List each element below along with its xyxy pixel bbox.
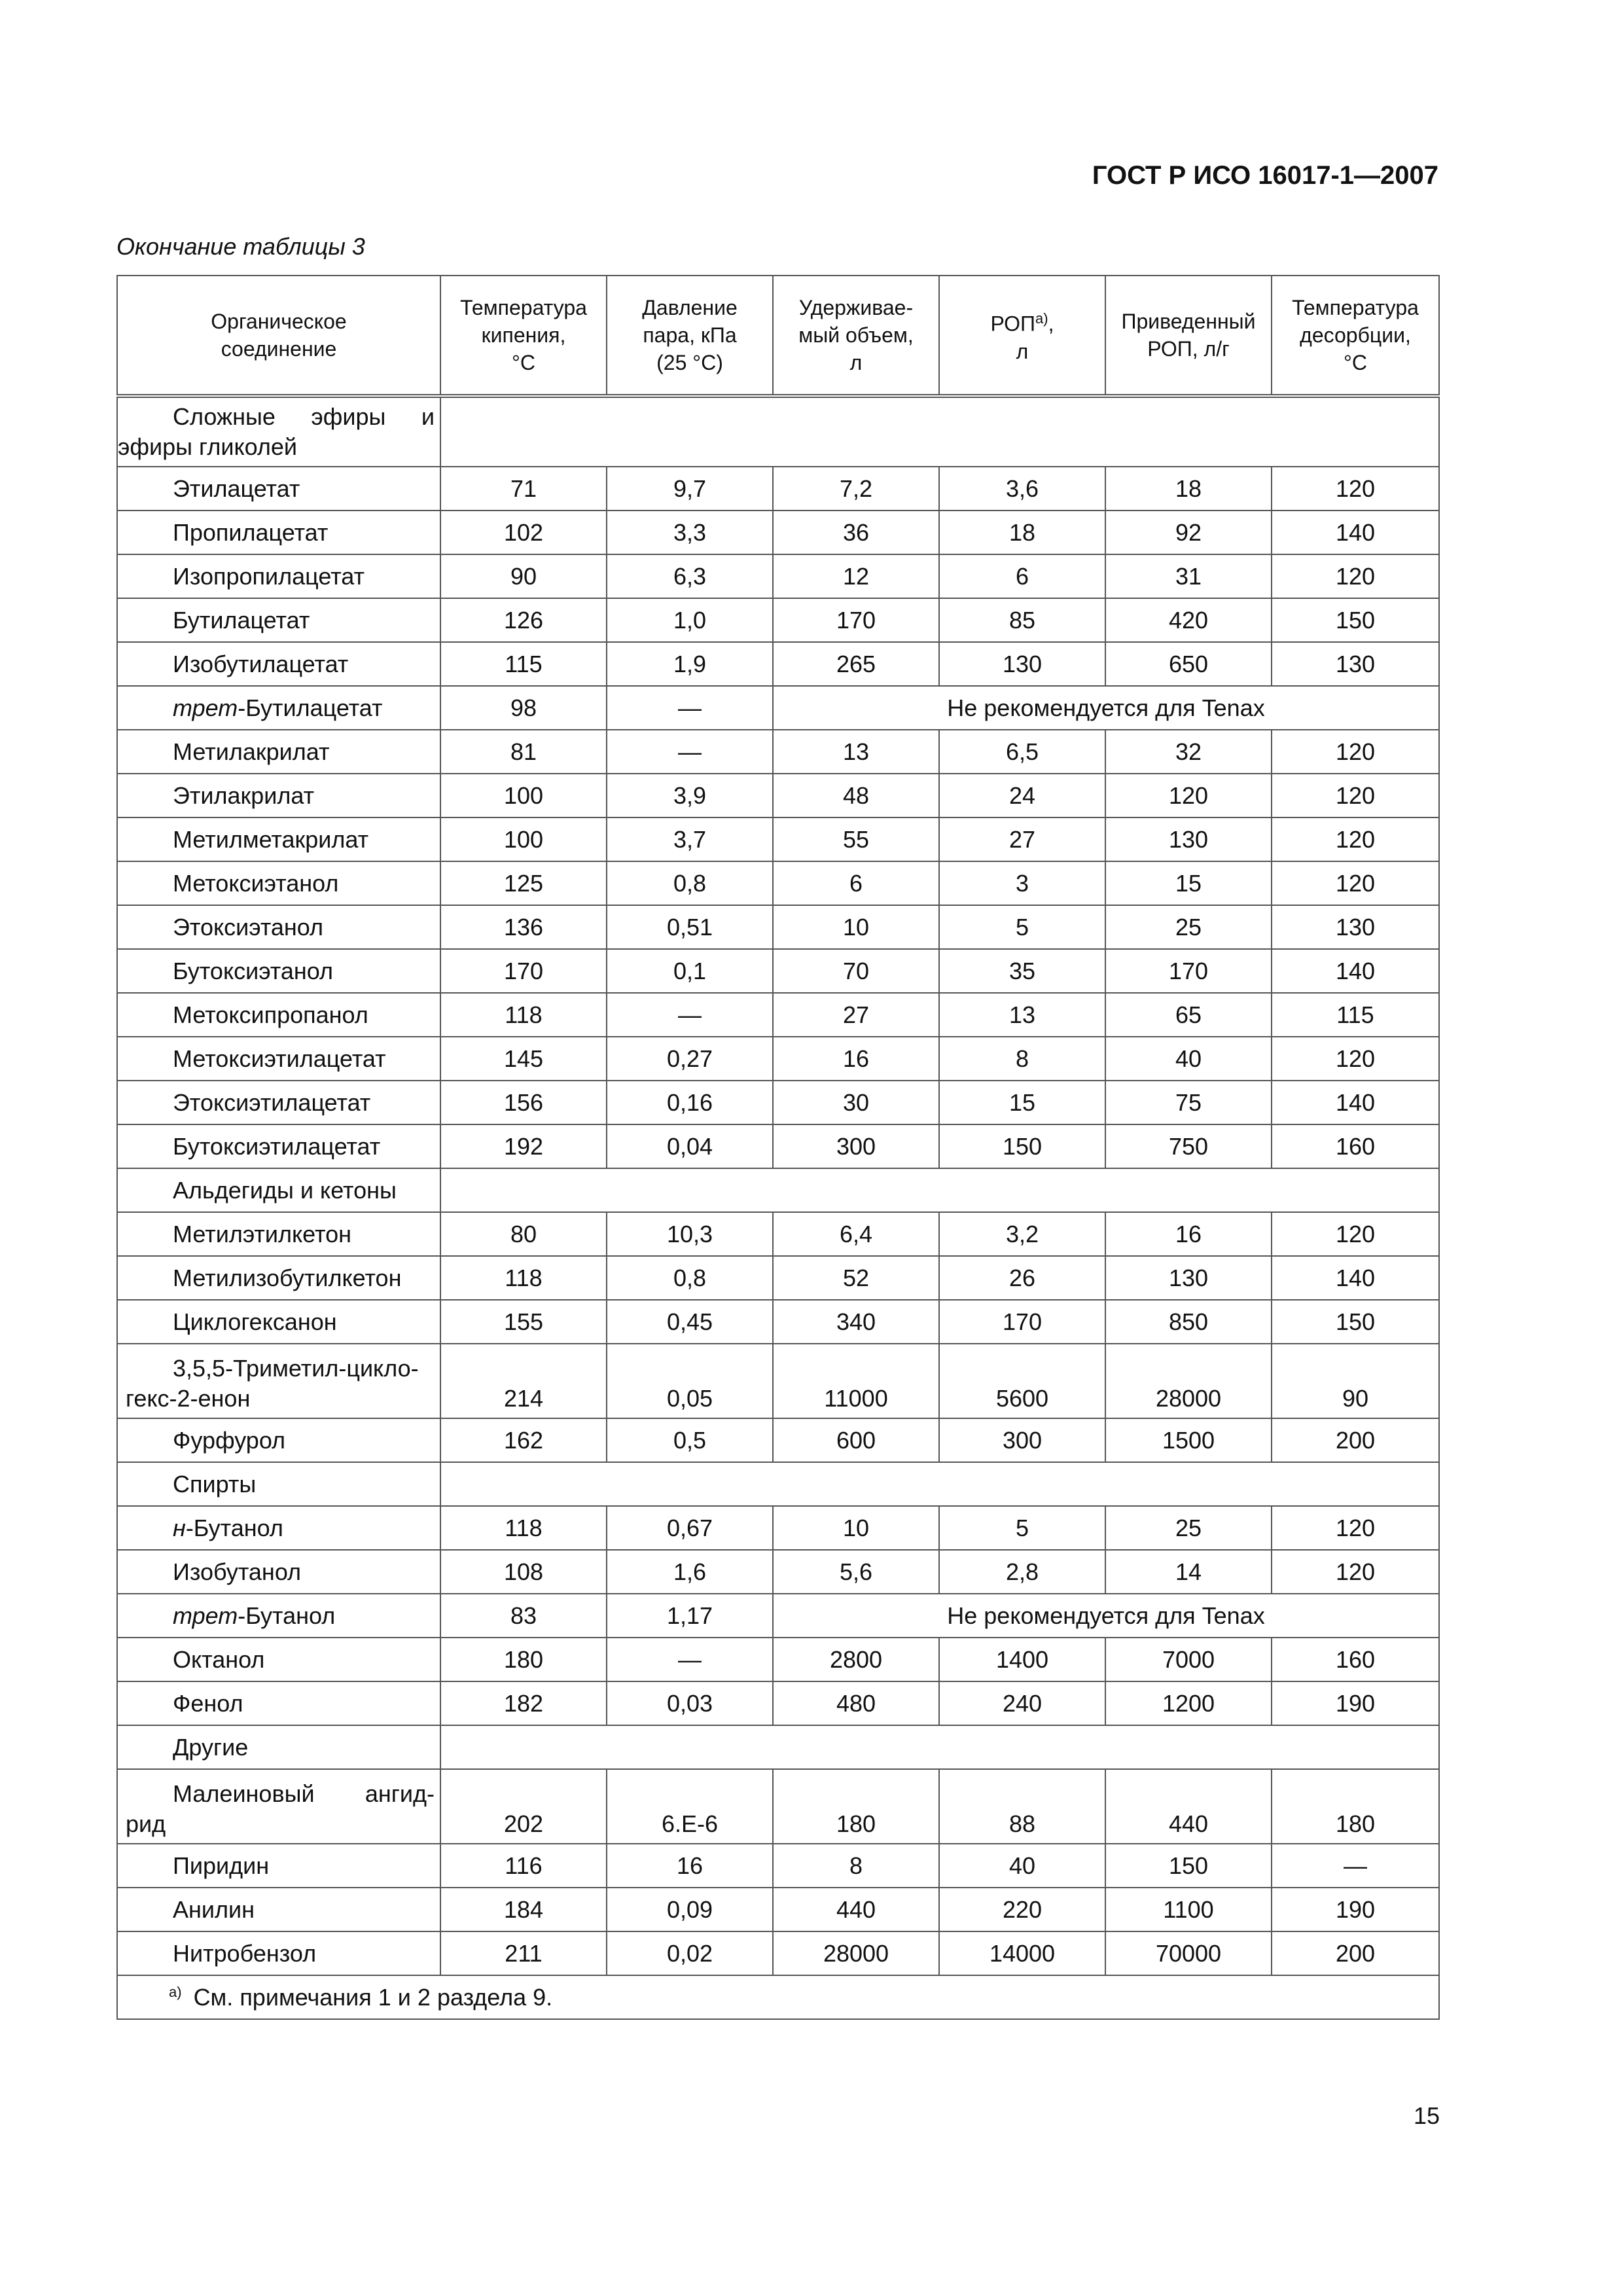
cell-value: 6,5 bbox=[939, 730, 1105, 774]
cell-value: 92 bbox=[1105, 511, 1272, 554]
cell-value: 130 bbox=[1272, 905, 1439, 949]
footnote-text: См. примечания 1 и 2 раздела 9. bbox=[193, 1983, 553, 2011]
cell-value: 28000 bbox=[1105, 1344, 1272, 1418]
col-header-breakthrough-volume: $РОП^{а)}$, л bbox=[939, 276, 1105, 396]
cell-value: 1400 bbox=[939, 1638, 1105, 1681]
table-row bbox=[117, 1256, 1439, 1300]
cell-value: 600 bbox=[773, 1418, 939, 1462]
cell-value: 120 bbox=[1272, 817, 1439, 861]
cell-value: 0,51 bbox=[607, 905, 773, 949]
cell-value: 120 bbox=[1272, 861, 1439, 905]
cell-value: 28000 bbox=[773, 1931, 939, 1975]
compound-name-line2: рид bbox=[126, 1810, 166, 1837]
cell-value: 7000 bbox=[1105, 1638, 1272, 1681]
cell-value: 3,9 bbox=[607, 774, 773, 817]
table-row bbox=[117, 1506, 1439, 1550]
cell-value: 12 bbox=[773, 554, 939, 598]
cell-value: 5600 bbox=[939, 1344, 1105, 1418]
cell-value: 200 bbox=[1272, 1418, 1439, 1462]
cell-value: 9,7 bbox=[607, 467, 773, 511]
compound-name: Этоксиэтанол bbox=[117, 905, 440, 949]
cell-value: 18 bbox=[939, 511, 1105, 554]
cell-value: 200 bbox=[1272, 1931, 1439, 1975]
cell-value: 115 bbox=[440, 642, 607, 686]
cell-value: 108 bbox=[440, 1550, 607, 1594]
cell-value: 0,45 bbox=[607, 1300, 773, 1344]
cell-value: 6,3 bbox=[607, 554, 773, 598]
cell-value: 3,3 bbox=[607, 511, 773, 554]
cell-value: — bbox=[607, 686, 773, 730]
compound-prefix: н bbox=[173, 1514, 186, 1541]
cell-value: 140 bbox=[1272, 1256, 1439, 1300]
group-label: Спирты bbox=[117, 1462, 440, 1506]
compound-name: Фурфурол bbox=[117, 1418, 440, 1462]
cell-value: 145 bbox=[440, 1037, 607, 1081]
compound-name: Метилметакрилат bbox=[117, 817, 440, 861]
table-row bbox=[117, 1550, 1439, 1594]
cell-value: 480 bbox=[773, 1681, 939, 1725]
cell-value: 120 bbox=[1272, 730, 1439, 774]
cell-value: 0,67 bbox=[607, 1506, 773, 1550]
cell-value: 420 bbox=[1105, 598, 1272, 642]
cell-value: 116 bbox=[440, 1844, 607, 1888]
cell-value: 6 bbox=[773, 861, 939, 905]
cell-value: 27 bbox=[939, 817, 1105, 861]
cell-value: 170 bbox=[440, 949, 607, 993]
cell-value: 265 bbox=[773, 642, 939, 686]
cell-value: 3,7 bbox=[607, 817, 773, 861]
group-label: Другие bbox=[117, 1725, 440, 1769]
compound-name: Пропилацетат bbox=[117, 511, 440, 554]
cell-value: 85 bbox=[939, 598, 1105, 642]
compound-name: Метилизобутилкетон bbox=[117, 1256, 440, 1300]
cell-value: 48 bbox=[773, 774, 939, 817]
cell-value: 300 bbox=[773, 1124, 939, 1168]
table-row bbox=[117, 1212, 1439, 1256]
compound-name: Метоксиэтилацетат bbox=[117, 1037, 440, 1081]
table-caption: Окончание таблицы 3 bbox=[116, 233, 365, 260]
cell-value: 0,03 bbox=[607, 1681, 773, 1725]
document-header: ГОСТ Р ИСО 16017-1—2007 bbox=[1092, 161, 1438, 190]
cell-value: 182 bbox=[440, 1681, 607, 1725]
cell-value: 202 bbox=[440, 1769, 607, 1844]
cell-value: 18 bbox=[1105, 467, 1272, 511]
cell-value: 75 bbox=[1105, 1081, 1272, 1124]
col-header-retention-volume: Удерживае- мый объем, л bbox=[773, 276, 939, 396]
table-row bbox=[117, 1638, 1439, 1681]
cell-value: 140 bbox=[1272, 949, 1439, 993]
cell-value: 36 bbox=[773, 511, 939, 554]
cell-value: 8 bbox=[939, 1037, 1105, 1081]
cell-value: 24 bbox=[939, 774, 1105, 817]
cell-value: 5,6 bbox=[773, 1550, 939, 1594]
cell-value: 130 bbox=[1105, 1256, 1272, 1300]
not-recommended-note: Не рекомендуется для Tenax bbox=[773, 1594, 1439, 1638]
table-row bbox=[117, 1769, 1439, 1844]
cell-value: 120 bbox=[1272, 774, 1439, 817]
cell-value: 15 bbox=[1105, 861, 1272, 905]
cell-value: 14 bbox=[1105, 1550, 1272, 1594]
compound-prefix: трет bbox=[173, 694, 238, 721]
compound-name: Бутоксиэтанол bbox=[117, 949, 440, 993]
cell-value: 211 bbox=[440, 1931, 607, 1975]
cell-value: 70000 bbox=[1105, 1931, 1272, 1975]
cell-value: 40 bbox=[939, 1844, 1105, 1888]
cell-value: 118 bbox=[440, 1256, 607, 1300]
cell-value: 162 bbox=[440, 1418, 607, 1462]
table-row bbox=[117, 467, 1439, 511]
cell-value: 1,17 bbox=[607, 1594, 773, 1638]
group-row bbox=[117, 1725, 1439, 1769]
cell-value: 15 bbox=[939, 1081, 1105, 1124]
cell-value: 26 bbox=[939, 1256, 1105, 1300]
cell-value: 1100 bbox=[1105, 1888, 1272, 1931]
table-row bbox=[117, 1081, 1439, 1124]
cell-value: 0,8 bbox=[607, 861, 773, 905]
cell-value: 16 bbox=[1105, 1212, 1272, 1256]
cell-value: 150 bbox=[1272, 1300, 1439, 1344]
compound-name-line2: гекс-2-енон bbox=[126, 1385, 251, 1412]
cell-value: 6,4 bbox=[773, 1212, 939, 1256]
cell-value: 88 bbox=[939, 1769, 1105, 1844]
cell-value: 0,5 bbox=[607, 1418, 773, 1462]
cell-value: 0,27 bbox=[607, 1037, 773, 1081]
table-row bbox=[117, 1300, 1439, 1344]
footnote-row bbox=[117, 1975, 1439, 2019]
cell-value: 1,6 bbox=[607, 1550, 773, 1594]
cell-value: — bbox=[607, 730, 773, 774]
cell-value: 10 bbox=[773, 1506, 939, 1550]
group-row bbox=[117, 396, 1439, 467]
cell-value: 190 bbox=[1272, 1681, 1439, 1725]
cell-value: 7,2 bbox=[773, 467, 939, 511]
cell-value: 25 bbox=[1105, 905, 1272, 949]
cell-value: 150 bbox=[939, 1124, 1105, 1168]
compound-prefix: трет bbox=[173, 1602, 238, 1629]
table-row bbox=[117, 774, 1439, 817]
cell-value: 52 bbox=[773, 1256, 939, 1300]
table-row bbox=[117, 1931, 1439, 1975]
compound-name-line1: Малеиновый ангид- bbox=[173, 1780, 435, 1807]
cell-value: 32 bbox=[1105, 730, 1272, 774]
cell-value: 118 bbox=[440, 1506, 607, 1550]
cell-value: 130 bbox=[1105, 817, 1272, 861]
cell-value: 2,8 bbox=[939, 1550, 1105, 1594]
compound-name: Метилэтилкетон bbox=[117, 1212, 440, 1256]
cell-value: 160 bbox=[1272, 1638, 1439, 1681]
cell-value: 160 bbox=[1272, 1124, 1439, 1168]
compound-name: Изобутилацетат bbox=[117, 642, 440, 686]
cell-value: 55 bbox=[773, 817, 939, 861]
table-row bbox=[117, 993, 1439, 1037]
cell-value: 1,0 bbox=[607, 598, 773, 642]
cell-value: 150 bbox=[1272, 598, 1439, 642]
cell-value: 120 bbox=[1105, 774, 1272, 817]
table-row bbox=[117, 1418, 1439, 1462]
compound-name: Изобутанол bbox=[117, 1550, 440, 1594]
cell-value: 90 bbox=[440, 554, 607, 598]
cell-value: 3,6 bbox=[939, 467, 1105, 511]
cell-value: — bbox=[1272, 1844, 1439, 1888]
cell-value: 180 bbox=[773, 1769, 939, 1844]
table-row bbox=[117, 1594, 1439, 1638]
cell-value: 98 bbox=[440, 686, 607, 730]
compound-name: Октанол bbox=[117, 1638, 440, 1681]
compound-name: Метоксиэтанол bbox=[117, 861, 440, 905]
cell-value: 70 bbox=[773, 949, 939, 993]
compound-name: Фенол bbox=[117, 1681, 440, 1725]
cell-value: 130 bbox=[1272, 642, 1439, 686]
cell-value: 102 bbox=[440, 511, 607, 554]
compound-name: Метилакрилат bbox=[117, 730, 440, 774]
cell-value: 118 bbox=[440, 993, 607, 1037]
cell-value: 3,2 bbox=[939, 1212, 1105, 1256]
table-row bbox=[117, 1681, 1439, 1725]
cell-value: 0,04 bbox=[607, 1124, 773, 1168]
footnote bbox=[117, 1975, 1439, 2019]
compound-name-line1: 3,5,5-Триметил-цикло- bbox=[173, 1355, 419, 1382]
table-row bbox=[117, 554, 1439, 598]
cell-value: 0,1 bbox=[607, 949, 773, 993]
cell-value: 27 bbox=[773, 993, 939, 1037]
compound-name: Изопропилацетат bbox=[117, 554, 440, 598]
cell-value: 192 bbox=[440, 1124, 607, 1168]
compound-name: Метоксипропанол bbox=[117, 993, 440, 1037]
cell-value: 120 bbox=[1272, 1506, 1439, 1550]
cell-value: 83 bbox=[440, 1594, 607, 1638]
compound-suffix: -Бутанол bbox=[238, 1602, 336, 1629]
cell-value: 71 bbox=[440, 467, 607, 511]
compound-name: Бутоксиэтилацетат bbox=[117, 1124, 440, 1168]
table-row bbox=[117, 949, 1439, 993]
compound-name: Этоксиэтилацетат bbox=[117, 1081, 440, 1124]
cell-value: 100 bbox=[440, 817, 607, 861]
cell-value: 130 bbox=[939, 642, 1105, 686]
compound-name: Анилин bbox=[117, 1888, 440, 1931]
cell-value: 155 bbox=[440, 1300, 607, 1344]
compound-name: Нитробензол bbox=[117, 1931, 440, 1975]
cell-value: 81 bbox=[440, 730, 607, 774]
cell-value: 126 bbox=[440, 598, 607, 642]
table-row bbox=[117, 861, 1439, 905]
table-row bbox=[117, 511, 1439, 554]
group-label: Альдегиды и кетоны bbox=[117, 1168, 440, 1212]
cell-value: 240 bbox=[939, 1681, 1105, 1725]
compound-name: Пиридин bbox=[117, 1844, 440, 1888]
compound-name bbox=[117, 1344, 440, 1418]
cell-value: 170 bbox=[1105, 949, 1272, 993]
table-header-row bbox=[117, 276, 1439, 396]
cell-value: 170 bbox=[939, 1300, 1105, 1344]
page-number: 15 bbox=[1413, 2102, 1440, 2129]
cell-value: 120 bbox=[1272, 554, 1439, 598]
compound-name: Бутилацетат bbox=[117, 598, 440, 642]
compound-name bbox=[117, 1506, 440, 1550]
compound-name: Этилакрилат bbox=[117, 774, 440, 817]
compound-name bbox=[117, 1769, 440, 1844]
col-header-desorption-temp: Температура десорбции, °С bbox=[1272, 276, 1439, 396]
cell-value: 6 bbox=[939, 554, 1105, 598]
cell-value: 750 bbox=[1105, 1124, 1272, 1168]
cell-value: 340 bbox=[773, 1300, 939, 1344]
cell-value: 0,05 bbox=[607, 1344, 773, 1418]
cell-value: 2800 bbox=[773, 1638, 939, 1681]
cell-value: 0,8 bbox=[607, 1256, 773, 1300]
data-table bbox=[116, 275, 1440, 2020]
cell-value: 300 bbox=[939, 1418, 1105, 1462]
cell-value: 440 bbox=[773, 1888, 939, 1931]
compound-name: Этилацетат bbox=[117, 467, 440, 511]
compound-suffix: -Бутанол bbox=[185, 1514, 283, 1541]
cell-value: — bbox=[607, 993, 773, 1037]
cell-value: 136 bbox=[440, 905, 607, 949]
table-row bbox=[117, 1844, 1439, 1888]
col-header-vapor-pressure: Давление пара, кПа (25 °С) bbox=[607, 276, 773, 396]
cell-value: 850 bbox=[1105, 1300, 1272, 1344]
cell-value: 650 bbox=[1105, 642, 1272, 686]
cell-value: 190 bbox=[1272, 1888, 1439, 1931]
cell-value: 125 bbox=[440, 861, 607, 905]
cell-value: 0,09 bbox=[607, 1888, 773, 1931]
cell-value: 120 bbox=[1272, 1550, 1439, 1594]
cell-value: 120 bbox=[1272, 467, 1439, 511]
compound-name bbox=[117, 1594, 440, 1638]
cell-value: 120 bbox=[1272, 1212, 1439, 1256]
cell-value: 40 bbox=[1105, 1037, 1272, 1081]
cell-value: 150 bbox=[1105, 1844, 1272, 1888]
table-row bbox=[117, 642, 1439, 686]
cell-value: 440 bbox=[1105, 1769, 1272, 1844]
cell-value: 25 bbox=[1105, 1506, 1272, 1550]
cell-value: 65 bbox=[1105, 993, 1272, 1037]
table-row bbox=[117, 1037, 1439, 1081]
cell-value: 214 bbox=[440, 1344, 607, 1418]
col-header-compound: Органическое соединение bbox=[117, 276, 440, 396]
cell-value: 1,9 bbox=[607, 642, 773, 686]
cell-value: 6.E-6 bbox=[607, 1769, 773, 1844]
col-header-boiling-point: Температура кипения, °С bbox=[440, 276, 607, 396]
table-row bbox=[117, 686, 1439, 730]
cell-value: 120 bbox=[1272, 1037, 1439, 1081]
cell-value: 16 bbox=[773, 1037, 939, 1081]
cell-value: 5 bbox=[939, 1506, 1105, 1550]
table-row bbox=[117, 1124, 1439, 1168]
table-row bbox=[117, 598, 1439, 642]
compound-name bbox=[117, 686, 440, 730]
cell-value: 13 bbox=[773, 730, 939, 774]
table-row bbox=[117, 730, 1439, 774]
cell-value: — bbox=[607, 1638, 773, 1681]
group-row bbox=[117, 1168, 1439, 1212]
cell-value: 80 bbox=[440, 1212, 607, 1256]
cell-value: 140 bbox=[1272, 1081, 1439, 1124]
group-row bbox=[117, 1462, 1439, 1506]
cell-value: 1500 bbox=[1105, 1418, 1272, 1462]
cell-value: 35 bbox=[939, 949, 1105, 993]
cell-value: 14000 bbox=[939, 1931, 1105, 1975]
cell-value: 184 bbox=[440, 1888, 607, 1931]
table-row bbox=[117, 1344, 1439, 1418]
table-row bbox=[117, 905, 1439, 949]
cell-value: 0,02 bbox=[607, 1931, 773, 1975]
cell-value: 100 bbox=[440, 774, 607, 817]
cell-value: 140 bbox=[1272, 511, 1439, 554]
cell-value: 156 bbox=[440, 1081, 607, 1124]
cell-value: 8 bbox=[773, 1844, 939, 1888]
cell-value: 10,3 bbox=[607, 1212, 773, 1256]
cell-value: 1200 bbox=[1105, 1681, 1272, 1725]
not-recommended-note: Не рекомендуется для Tenax bbox=[773, 686, 1439, 730]
cell-value: 170 bbox=[773, 598, 939, 642]
cell-value: 180 bbox=[1272, 1769, 1439, 1844]
cell-value: 13 bbox=[939, 993, 1105, 1037]
cell-value: 31 bbox=[1105, 554, 1272, 598]
cell-value: 180 bbox=[440, 1638, 607, 1681]
table-row bbox=[117, 1888, 1439, 1931]
group-label: Сложные эфиры и эфиры гликолей bbox=[117, 396, 440, 467]
cell-value: 220 bbox=[939, 1888, 1105, 1931]
cell-value: 11000 bbox=[773, 1344, 939, 1418]
cell-value: 115 bbox=[1272, 993, 1439, 1037]
col-header-specific-breakthrough: Приведенный РОП, л/г bbox=[1105, 276, 1272, 396]
cell-value: 90 bbox=[1272, 1344, 1439, 1418]
table-row bbox=[117, 817, 1439, 861]
cell-value: 0,16 bbox=[607, 1081, 773, 1124]
cell-value: 10 bbox=[773, 905, 939, 949]
cell-value: 5 bbox=[939, 905, 1105, 949]
cell-value: 30 bbox=[773, 1081, 939, 1124]
compound-suffix: -Бутилацетат bbox=[238, 694, 383, 721]
compound-name: Циклогексанон bbox=[117, 1300, 440, 1344]
cell-value: 3 bbox=[939, 861, 1105, 905]
cell-value: 16 bbox=[607, 1844, 773, 1888]
footnote-mark: а) bbox=[169, 1983, 182, 2000]
